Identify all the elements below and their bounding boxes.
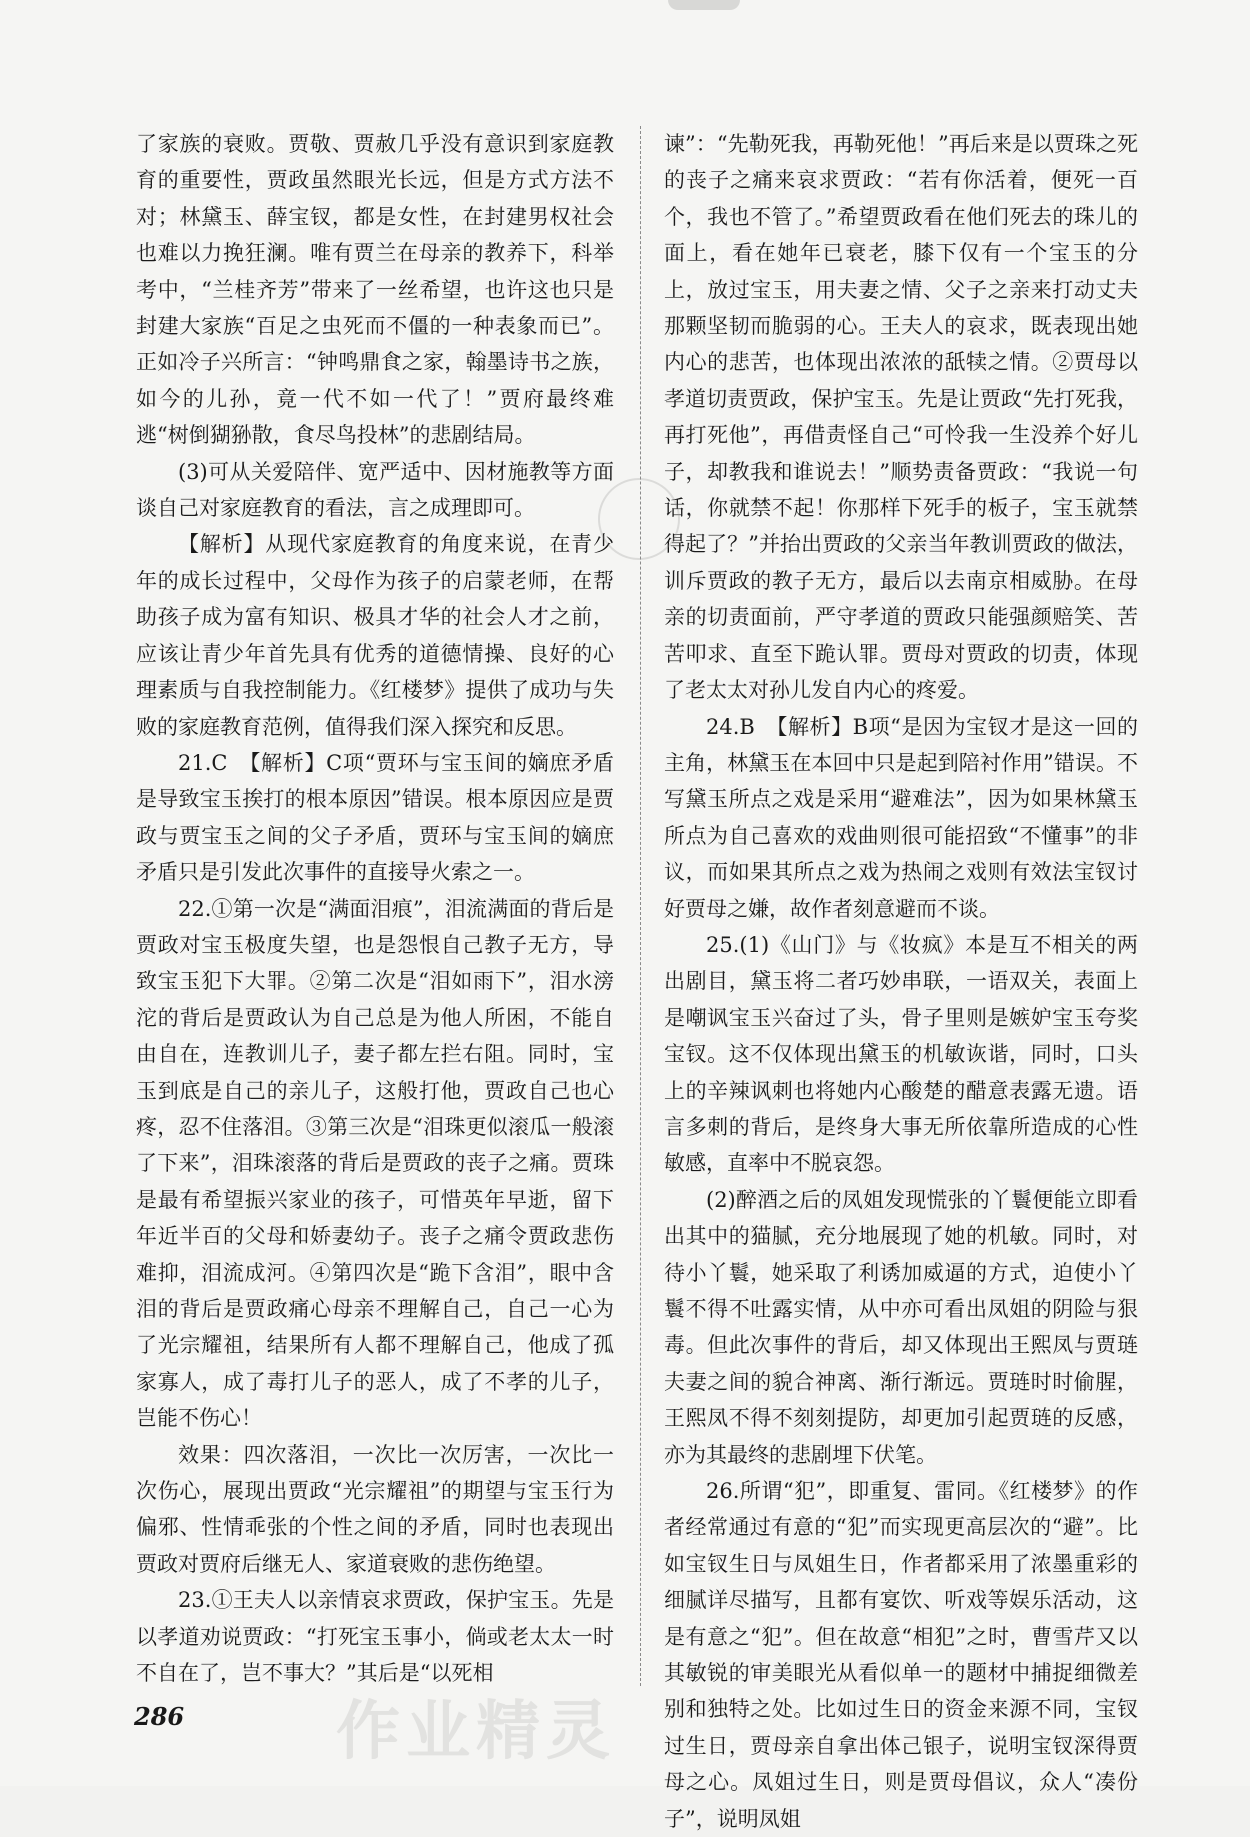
paragraph: 24.B 【解析】B项“是因为宝钗才是这一回的主角，林黛玉在本回中只是起到陪衬作用”错误。不写黛玉所点之戏是采用“避难法”，因为如果林黛玉所点为自己喜欢的戏曲则很可能招致“不懂事”的非议，而如果其所点之戏为热闹之戏则有效法宝钗讨好贾母之嫌，故作者刻意避而不谈。 (664, 714, 1138, 921)
paragraph: 效果：四次落泪，一次比一次厉害，一次比一次伤心，展现出贾政“光宗耀祖”的期望与宝玉行为偏邪、性情乖张的个性之间的矛盾，同时也表现出贾政对贾府后继无人、家道衰败的悲伤绝望。 (136, 1442, 614, 1576)
paragraph: (3)可从关爱陪伴、宽严适中、因材施教等方面谈自己对家庭教育的看法，言之成理即可。 (136, 459, 614, 521)
right-column (664, 126, 1138, 1831)
left-column (136, 126, 614, 1686)
page-number: 286 (134, 1702, 185, 1731)
paragraph: 了家族的衰败。贾敬、贾赦几乎没有意识到家庭教育的重要性，贾政虽然眼光长远，但是方式方法不对；林黛玉、薛宝钗，都是女性，在封建男权社会也难以力挽狂澜。唯有贾兰在母亲的教养下，科举考中，“兰桂齐芳”带来了一丝希望，也许这也只是封建大家族“百足之虫死而不僵的一种表象而已”。正如冷子兴所言：“钟鸣鼎食之家，翰墨诗书之族，如今的儿孙，竟一代不如一代了！”贾府最终难逃“树倒猢狲散，食尽鸟投林”的悲剧结局。 (136, 132, 614, 448)
column-divider (640, 126, 641, 1686)
page-top-tab (668, 0, 740, 10)
paragraph: 26.所谓“犯”，即重复、雷同。《红楼梦》的作者经常通过有意的“犯”而实现更高层次的“避”。比如宝钗生日与凤姐生日，作者都采用了浓墨重彩的细腻详尽描写，且都有宴饮、听戏等娱乐活动，这是有意之“犯”。但在故意“相犯”之时，曹雪芹又以其敏锐的审美眼光从看似单一的题材中捕捉细微差别和独特之处。比如过生日的资金来源不同，宝钗过生日，贾母亲自拿出体己银子，说明宝钗深得贾母之心。凤姐过生日，则是贾母倡议，众人“凑份子”，说明凤姐 (664, 1479, 1138, 1831)
paragraph: 22.①第一次是“满面泪痕”，泪流满面的背后是贾政对宝玉极度失望，也是怨恨自己教子无方，导致宝玉犯下大罪。②第二次是“泪如雨下”，泪水滂沱的背后是贾政认为自己总是为他人所困，不能自由自在，连教训儿子，妻子都左拦右阻。同时，宝玉到底是自己的亲儿子，这般打他，贾政自己也心疼，忍不住落泪。③第三次是“泪珠更似滚瓜一般滚了下来”，泪珠滚落的背后是贾政的丧子之痛。贾珠是最有希望振兴家业的孩子，可惜英年早逝，留下年近半百的父母和娇妻幼子。丧子之痛令贾政悲伤难抑，泪流成河。④第四次是“跪下含泪”，眼中含泪的背后是贾政痛心母亲不理解自己，自己一心为了光宗耀祖，结果所有人都不理解自己，他成了孤家寡人，成了毒打儿子的恶人，成了不孝的儿子，岂能不伤心！ (136, 896, 614, 1431)
watermark-text: 作业精灵 (336, 1694, 616, 1769)
paragraph: 21.C 【解析】C项“贾环与宝玉间的嫡庶矛盾是导致宝玉挨打的根本原因”错误。根本原因应是贾政与贾宝玉之间的父子矛盾，贾环与宝玉间的嫡庶矛盾只是引发此次事件的直接导火索之一。 (136, 750, 614, 885)
paragraph: (2)醉酒之后的凤姐发现慌张的丫鬟便能立即看出其中的猫腻，充分地展现了她的机敏。同时，对待小丫鬟，她采取了利诱加威逼的方式，迫使小丫鬟不得不吐露实情，从中亦可看出凤姐的阴险与狠毒。但此次事件的背后，却又体现出王熙凤与贾琏夫妻之间的貌合神离、渐行渐远。贾琏时时偷腥，王熙凤不得不刻刻提防，却更加引起贾琏的反感，亦为其最终的悲剧埋下伏笔。 (664, 1187, 1138, 1467)
paragraph: 23.①王夫人以亲情哀求贾政，保护宝玉。先是以孝道劝说贾政：“打死宝玉事小，倘或老太太一时不自在了，岂不事大？”其后是“以死相 (136, 1588, 614, 1686)
paragraph: 25.(1)《山门》与《妆疯》本是互不相关的两出剧目，黛玉将二者巧妙串联，一语双关，表面上是嘲讽宝玉兴奋过了头，骨子里则是嫉妒宝玉夸奖宝钗。这不仅体现出黛玉的机敏诙谐，同时，口头上的辛辣讽刺也将她内心酸楚的醋意表露无遗。语言多刺的背后，是终身大事无所依靠所造成的心性敏感，直率中不脱哀怨。 (664, 932, 1138, 1176)
paragraph: 【解析】从现代家庭教育的角度来说，在青少年的成长过程中，父母作为孩子的启蒙老师，在帮助孩子成为富有知识、极具才华的社会人才之前，应该让青少年首先具有优秀的道德情操、良好的心理素质与自我控制能力。《红楼梦》提供了成功与失败的家庭教育范例，值得我们深入探究和反思。 (136, 532, 614, 739)
paragraph: 谏”：“先勒死我，再勒死他！”再后来是以贾珠之死的丧子之痛来哀求贾政：“若有你活着，便死一百个，我也不管了。”希望贾政看在他们死去的珠儿的面上，看在她年已衰老，膝下仅有一个宝玉的分上，放过宝玉，用夫妻之情、父子之亲来打动丈夫那颗坚韧而脆弱的心。王夫人的哀求，既表现出她内心的悲苦，也体现出浓浓的舐犊之情。②贾母以孝道切责贾政，保护宝玉。先是让贾政“先打死我，再打死他”，再借责怪自己“可怜我一生没养个好儿子，却教我和谁说去！”顺势责备贾政：“我说一句话，你就禁不起！你那样下死手的板子，宝玉就禁得起了？”并抬出贾政的父亲当年教训贾政的做法，训斥贾政的教子无方，最后以去南京相威胁。在母亲的切责面前，严守孝道的贾政只能强颜赔笑、苦苦叩求、直至下跪认罪。贾母对贾政的切责，体现了老太太对孙儿发自内心的疼爱。 (664, 132, 1138, 703)
